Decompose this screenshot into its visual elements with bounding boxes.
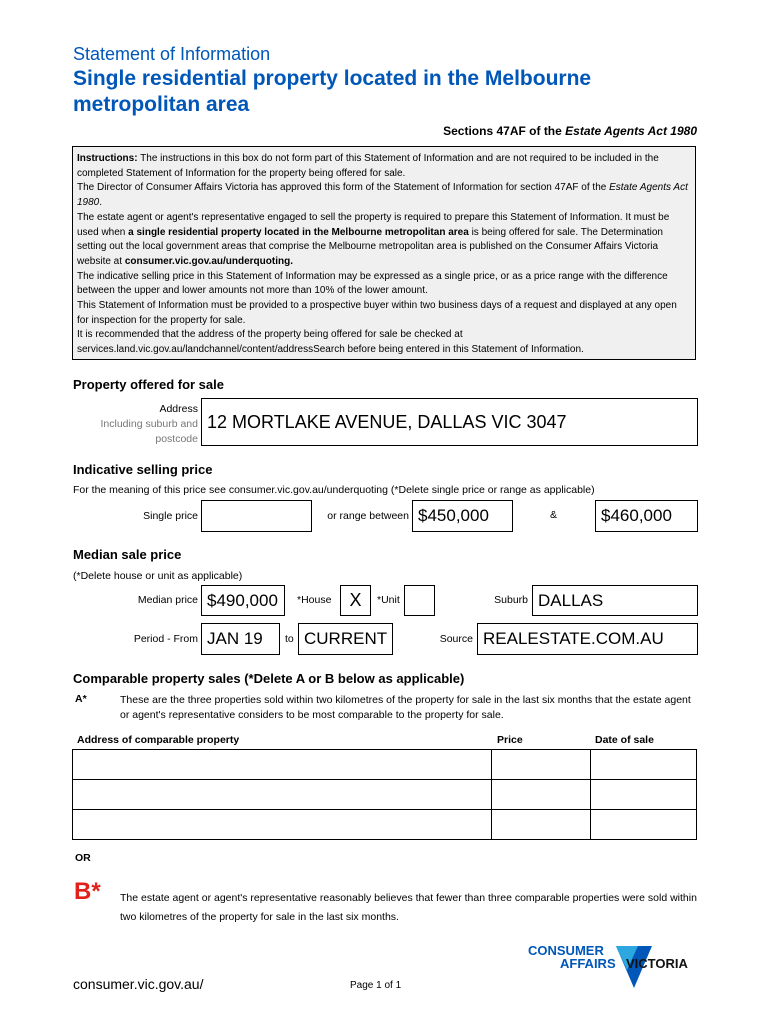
comp-date-cell[interactable] (591, 780, 697, 810)
comp-address-cell[interactable] (73, 780, 492, 810)
median-note: (*Delete house or unit as applicable) (73, 570, 243, 582)
instructions-p3a: The estate agent or agent's representative engaged to sell the property is required to prepare this Statement of Information. It must be used when (77, 211, 670, 238)
or-label: OR (75, 852, 91, 864)
instructions-p3c: is being offered for sale. The Determination setting out the local government areas that comprise the Melbourne metropolitan area is published on the Consumer Affairs Victoria website at (77, 226, 663, 267)
sections-reference (443, 124, 697, 138)
comp-price-cell[interactable] (492, 780, 591, 810)
median-price-field[interactable]: $490,000 (201, 585, 285, 616)
sections-act: Estate Agents Act 1980 (565, 124, 697, 138)
table-row (73, 810, 697, 840)
range-label: or range between (327, 510, 409, 522)
single-price-field[interactable] (201, 500, 312, 532)
period-from-field[interactable]: JAN 19 (201, 623, 280, 655)
indicative-note: For the meaning of this price see consumer.vic.gov.au/underquoting (*Delete single price or range as applicable) (73, 484, 595, 496)
page-number: Page 1 of 1 (350, 980, 402, 991)
instructions-p3d: consumer.vic.gov.au/underquoting. (124, 255, 293, 267)
consumer-affairs-victoria-logo (528, 944, 703, 990)
range-low-field[interactable]: $450,000 (412, 500, 513, 532)
document-title-line1: Single residential property located in the Melbourne (73, 67, 592, 90)
source-label: Source (439, 633, 473, 645)
sections-prefix: Sections 47AF of the (443, 124, 566, 138)
instructions-p2a: The Director of Consumer Affairs Victoria has approved this form of the Statement of Information for section 47AF of the (77, 182, 610, 194)
col-price-header: Price (497, 734, 523, 746)
comparable-table (72, 749, 697, 840)
option-a-text: These are the three properties sold within two kilometres of the property for sale in the last six months that the estate agent or agent's representative considers to be most comparable to the property for sale. (120, 694, 691, 721)
suburb-field[interactable]: DALLAS (532, 585, 698, 616)
range-high-field[interactable]: $460,000 (595, 500, 698, 532)
option-b-label: B* (74, 878, 101, 905)
median-price-label: Median price (137, 594, 198, 606)
range-ampersand: & (550, 509, 558, 521)
logo-line-victoria: VICTORIA (626, 956, 688, 971)
address-label (72, 402, 198, 447)
instructions-p2c: . (99, 197, 103, 209)
instructions-p1: The instructions in this box do not form part of this Statement of Information and are not required to be included in the completed Statement of Information for the property being offered for sale. (77, 153, 659, 179)
source-field[interactable]: REALESTATE.COM.AU (477, 623, 698, 655)
period-to-label: to (285, 633, 294, 645)
logo-line-affairs: AFFAIRS (560, 956, 616, 971)
col-date-header: Date of sale (595, 734, 654, 746)
unit-checkbox[interactable] (404, 585, 435, 616)
comp-date-cell[interactable] (591, 810, 697, 840)
comp-date-cell[interactable] (591, 750, 697, 780)
comp-address-cell[interactable] (73, 750, 492, 780)
address-label-line2: Including suburb and (100, 418, 198, 430)
indicative-heading: Indicative selling price (73, 462, 213, 477)
document-label: Statement of Information (73, 44, 271, 64)
property-heading: Property offered for sale (73, 377, 224, 392)
address-field[interactable]: 12 MORTLAKE AVENUE, DALLAS VIC 3047 (201, 398, 698, 446)
instructions-lead: Instructions: (77, 153, 138, 164)
address-label-line3: postcode (155, 433, 198, 445)
comparable-heading: Comparable property sales (*Delete A or B below as applicable) (73, 671, 465, 686)
instructions-p3b: a single residential property located in the Melbourne metropolitan area (128, 226, 469, 238)
comp-price-cell[interactable] (492, 750, 591, 780)
suburb-label: Suburb (494, 594, 528, 606)
period-from-label: Period - From (133, 633, 198, 645)
unit-label: *Unit (377, 594, 400, 606)
instructions-p4: The indicative selling price in this Statement of Information may be expressed as a single price, or as a price range with the difference between the upper and lower amounts not more than 10% of the lower amount. (77, 270, 668, 297)
instructions-p6: It is recommended that the address of the property being offered for sale be checked at services.land.vic.gov.au/landchannel/content/addressSearch before being entered in this Statement of Information. (77, 329, 584, 356)
option-b-text: The estate agent or agent's representative reasonably believes that fewer than three comparable properties were sold within two kilometres of the property for sale in the last six months. (120, 892, 697, 923)
house-label: *House (297, 594, 332, 606)
footer-url[interactable]: consumer.vic.gov.au/ (73, 976, 204, 992)
instructions-p2b: Estate Agents Act 1980 (77, 182, 688, 209)
table-row (73, 780, 697, 810)
comp-address-cell[interactable] (73, 810, 492, 840)
comp-price-cell[interactable] (492, 810, 591, 840)
single-price-label: Single price (143, 510, 198, 522)
address-label-line1: Address (159, 403, 198, 415)
logo-line-consumer: CONSUMER (528, 943, 604, 958)
table-row (73, 750, 697, 780)
house-checkbox[interactable]: X (340, 585, 371, 616)
instructions-p5: This Statement of Information must be provided to a prospective buyer within two business days of a request and displayed at any open for inspection for the property for sale. (77, 300, 677, 326)
period-to-field[interactable]: CURRENT (298, 623, 393, 655)
instructions-box (72, 146, 696, 360)
col-address-header: Address of comparable property (77, 734, 240, 746)
document-title-line2: metropolitan area (73, 93, 250, 116)
median-heading: Median sale price (73, 547, 182, 562)
option-a-label: A* (75, 693, 87, 705)
